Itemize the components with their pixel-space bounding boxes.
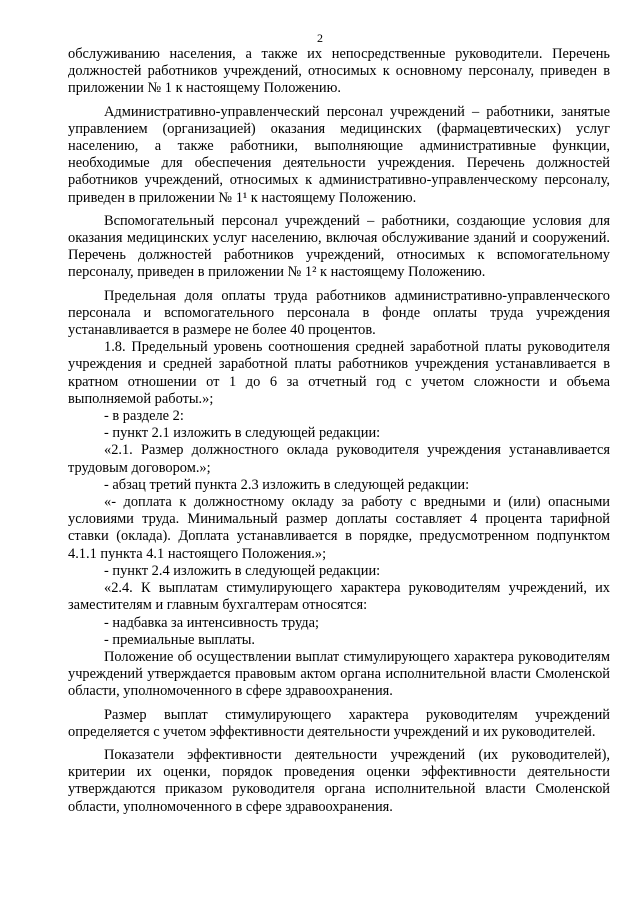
paragraph: - премиальные выплаты.	[104, 631, 256, 648]
paragraph: Положение об осуществлении выплат стимулирующего характера руководителям учреждений утверждается правовым актом органа исполнительной власти Смоленской области, уполномоченного в сфере здравоохранения.	[68, 648, 610, 700]
paragraph: Показатели эффективности деятельности учреждений (их руководителей), критерии их оценки, порядок проведения оценки эффективности деятельности утверждаются приказом руководителя органа исполнительной власти Смоленской области, уполномоченного в сфере здравоохранения.	[68, 746, 610, 815]
paragraph: - пункт 2.4 изложить в следующей редакции:	[104, 562, 381, 579]
document-body	[68, 46, 610, 816]
paragraph: - надбавка за интенсивность труда;	[104, 614, 319, 631]
paragraph: - в разделе 2:	[104, 408, 184, 425]
paragraph: «2.1. Размер должностного оклада руководителя учреждения устанавливается трудовым договором.»;	[68, 442, 610, 476]
paragraph: «- доплата к должностному окладу за работу с вредными и (или) опасными условиями труда. Минимальный размер доплаты составляет 4 процента тарифной ставки (оклада). Доплата устанавливается в порядке, предусмотренном подпунктом 4.1.1 пункта 4.1 настоящего Положения.»;	[68, 494, 610, 562]
paragraph: Размер выплат стимулирующего характера руководителям учреждений определяется с учетом эффективности деятельности учреждений и их руководителей.	[68, 706, 610, 740]
page-number: 2	[317, 31, 323, 45]
paragraph: - абзац третий пункта 2.3 изложить в следующей редакции:	[104, 476, 470, 493]
paragraph: Административно-управленческий персонал учреждений – работники, занятые управлением (организацией) оказания медицинских (фармацевтических) услуг населению, а также работники, выполняющие административные функции, необходимые для обеспечения деятельности учреждения. Перечень должностей работников учреждений, относимых к административно-управленческому персоналу, приведен в приложении № 1¹ к настоящему Положению.	[68, 103, 610, 206]
paragraph: «2.4. К выплатам стимулирующего характера руководителям учреждений, их заместителям и главным бухгалтерам относятся:	[68, 580, 610, 614]
paragraph: обслуживанию населения, а также их непосредственные руководители. Перечень должностей работников учреждений, относимых к основному персоналу, приведен в приложении № 1 к настоящему Положению.	[68, 46, 610, 97]
paragraph: Предельная доля оплаты труда работников административно-управленческого персонала и вспомогательного персонала в фонде оплаты труда учреждения устанавливается в размере не более 40 процентов.	[68, 287, 610, 339]
paragraph: - пункт 2.1 изложить в следующей редакции:	[104, 425, 381, 442]
paragraph: Вспомогательный персонал учреждений – работники, создающие условия для оказания медицинских услуг населению, включая обслуживание зданий и сооружений. Перечень должностей работников учреждений, относимых к вспомогательному персоналу, приведен в приложении № 1² к настоящему Положению.	[68, 212, 610, 281]
paragraph: 1.8. Предельный уровень соотношения средней заработной платы руководителя учреждения и средней заработной платы работников учреждения устанавливается в кратном отношении от 1 до 6 за отчетный год с учетом сложности и объема выполняемой работы.»;	[68, 339, 610, 407]
